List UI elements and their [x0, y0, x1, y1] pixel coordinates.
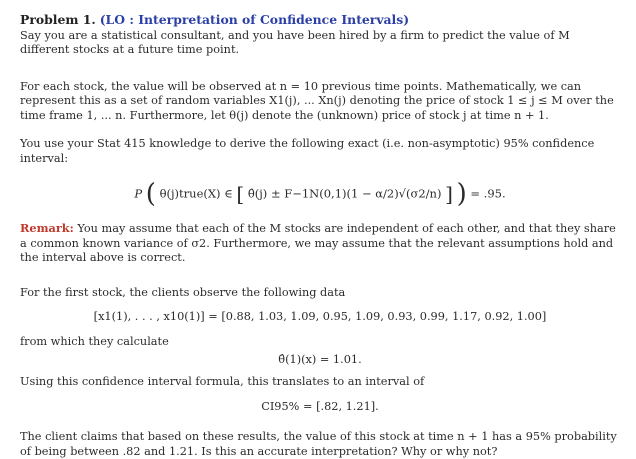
intro-paragraph: Say you are a statistical consultant, and you have been hired by a firm to predict the value of M different stocks at a future time point. [20, 28, 570, 57]
problem-number: Problem 1. [20, 12, 96, 27]
setup-paragraph: For each stock, the value will be observed at n = 10 previous time points. Mathematically, we can represent this as a set of random variables X1(j), ... Xn(j) denoting the price of stock 1 ≤ j ≤ M over the time frame 1, ... n. Furthermore, let θ(j) denote the (unknown) price of stock j at time n + 1. [20, 79, 614, 122]
problem-title [20, 12, 620, 28]
ci-intro-paragraph: You use your Stat 415 knowledge to derive the following exact (i.e. non-asymptotic) 95% confidence interval: [20, 137, 595, 165]
data-intro-paragraph: For the first stock, the clients observe the following data [20, 285, 346, 299]
learning-objective-heading: (LO : Interpretation of Confidence Intervals) [99, 12, 410, 27]
data-vector-label: [x1(1), . . . , x10(1)] [93, 310, 205, 324]
calculate-paragraph: from which they calculate [20, 334, 169, 348]
interval-expression: θ̂(j) ± F−1N(0,1)(1 − α/2)√(σ2/n) [247, 186, 442, 201]
data-equation [20, 310, 620, 324]
probability-symbol: P [134, 186, 143, 201]
ci-result-equation: CI95% = [.82, 1.21]. [261, 399, 379, 413]
probability-value: = .95. [470, 186, 506, 201]
estimate-equation: θ̂(1)(x) = 1.01. [278, 353, 362, 367]
confidence-interval-equation: P ( θ(j)true(X) ∈ [ θ̂(j) ± F−1N(0,1)(1 − α/2)√(σ2/n) ] ) = .95. [134, 179, 506, 210]
translate-paragraph: Using this confidence interval formula, this translates to an interval of [20, 375, 425, 389]
data-vector-values: = [0.88, 1.03, 1.09, 0.95, 1.09, 0.93, 0.99, 1.17, 0.92, 1.00] [208, 310, 547, 324]
remark-label: Remark: [20, 221, 74, 236]
remark-paragraph [20, 221, 620, 265]
theta-true: θ(j)true(X) ∈ [159, 186, 233, 201]
question-paragraph: The client claims that based on these results, the value of this stock at time n + 1 has a 95% probability of being between .82 and 1.21. Is this an accurate interpretation? Why or why not? [20, 430, 617, 458]
problem-page [20, 0, 620, 459]
remark-text: You may assume that each of the M stocks are independent of each other, and that they share a common known variance of σ2. Furthermore, we may assume that the relevant assumptions hold and the interval above is correct. [20, 222, 616, 265]
